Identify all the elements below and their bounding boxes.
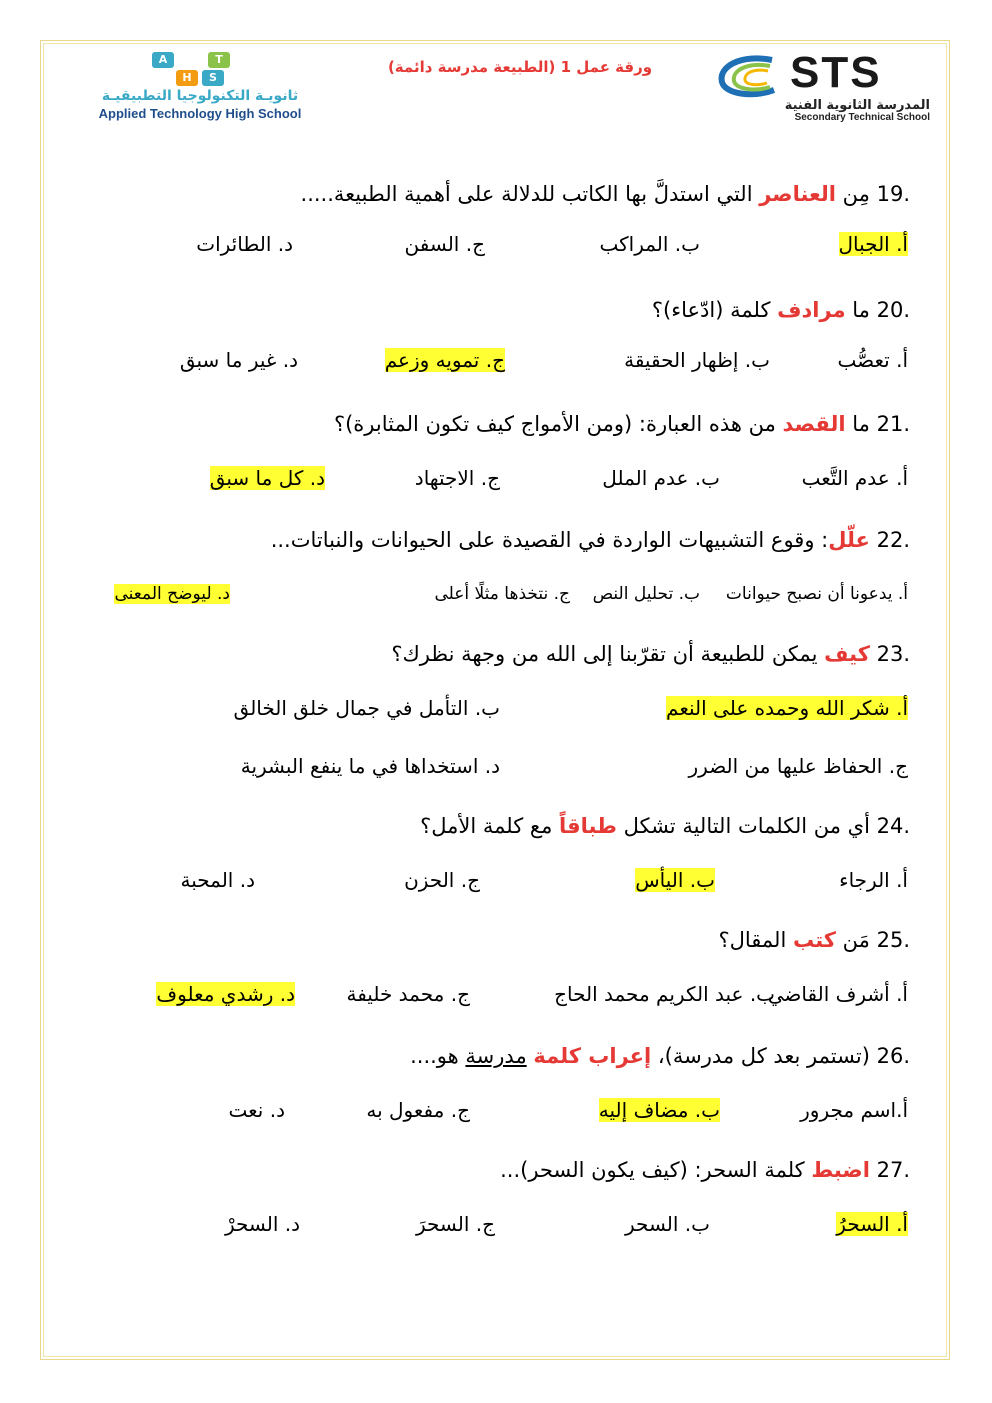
option-d[interactable]: د. رشدي معلوف <box>156 982 295 1006</box>
question-text: ما <box>845 298 870 322</box>
option-b[interactable]: ب. اليأس <box>635 868 715 892</box>
question-23 <box>391 634 910 674</box>
option-b[interactable]: ب. المراكب <box>599 232 700 256</box>
option-d[interactable]: د. الطائرات <box>196 232 293 256</box>
sts-swoosh-icon <box>712 54 792 100</box>
option-c[interactable]: ج. مفعول به <box>366 1098 470 1122</box>
sts-english-name: Secondary Technical School <box>794 112 930 123</box>
sts-wordmark: STS <box>790 48 882 97</box>
option-c[interactable]: ج. محمد خليفة <box>346 982 470 1006</box>
question-24 <box>420 806 910 846</box>
option-c[interactable]: ج. السحرَ <box>415 1212 495 1236</box>
tile-h: H <box>176 70 198 86</box>
option-a[interactable]: أ. يدعونا أن نصبح حيوانات <box>725 584 908 604</box>
sts-arabic-name: المدرسة الثانوية الفنية <box>784 98 930 113</box>
question-25 <box>718 920 910 960</box>
option-a[interactable]: أ. تعصُّب <box>837 348 908 372</box>
question-keyword: طباقاً <box>559 814 617 838</box>
option-a[interactable]: أ. أشرف القاضي <box>767 982 908 1006</box>
aths-logo <box>60 50 350 120</box>
option-d[interactable]: د. استخداها في ما ينفع البشرية <box>240 754 500 778</box>
option-a[interactable]: أ. عدم التَّعب <box>801 466 908 490</box>
question-keyword: مرادف <box>777 298 846 322</box>
question-number: 23. <box>876 642 910 666</box>
question-keyword: اضبط <box>811 1158 870 1182</box>
option-c[interactable]: ج. الحفاظ عليها من الضرر <box>688 754 908 778</box>
question-21 <box>334 404 910 444</box>
option-d[interactable]: د. المحبة <box>180 868 255 892</box>
question-text: التي استدلَّ بها الكاتب للدلالة على أهمية الطبيعة..... <box>300 182 760 206</box>
worksheet-title: ورقة عمل 1 (الطبيعة مدرسة دائمة) <box>387 58 653 76</box>
question-number: 26. <box>876 1044 910 1068</box>
aths-arabic-name: ثانويـة التكنولوجيا التطبيقيـة <box>101 88 299 104</box>
question-20 <box>652 290 910 330</box>
option-c[interactable]: ج. الحزن <box>404 868 480 892</box>
option-a[interactable]: أ. الرجاء <box>839 868 908 892</box>
tile-a: A <box>152 52 174 68</box>
question-text: هو.... <box>410 1044 466 1068</box>
question-text: مع كلمة الأمل؟ <box>420 814 560 838</box>
option-d[interactable]: د. نعت <box>228 1098 285 1122</box>
aths-tiles <box>148 50 258 90</box>
tile-t: T <box>208 52 230 68</box>
question-text: كلمة (ادّعاء)؟ <box>651 298 778 322</box>
question-27 <box>500 1150 910 1190</box>
option-b[interactable]: ب. التأمل في جمال خلق الخالق <box>233 696 500 720</box>
question-22 <box>271 520 910 560</box>
question-number: 22. <box>876 528 910 552</box>
question-number: 27. <box>876 1158 910 1182</box>
question-text: يمكن للطبيعة أن تقرّبنا إلى الله من وجهة نظرك؟ <box>391 642 825 666</box>
option-c[interactable]: ج. الاجتهاد <box>414 466 500 490</box>
option-d[interactable]: د. ليوضح المعنى <box>114 584 230 604</box>
option-c[interactable]: ج. تمويه وزعم <box>384 348 505 372</box>
option-d[interactable]: د. كل ما سبق <box>209 466 325 490</box>
option-c[interactable]: ج. السفن <box>404 232 485 256</box>
option-a[interactable]: أ.اسم مجرور <box>800 1098 908 1122</box>
question-text: مِن <box>835 182 870 206</box>
question-26 <box>410 1036 910 1076</box>
option-b[interactable]: ب. عبد الكريم محمد الحاج <box>554 982 775 1006</box>
sts-logo <box>712 48 932 123</box>
question-keyword: إعراب كلمة <box>533 1044 652 1068</box>
question-number: 21. <box>876 412 910 436</box>
question-number: 19. <box>876 182 910 206</box>
option-a[interactable]: أ. شكر الله وحمده على النعم <box>666 696 908 720</box>
question-text: المقال؟ <box>718 928 793 952</box>
question-text: أي من الكلمات التالية تشكل <box>616 814 870 838</box>
question-text: : وقوع التشبيهات الواردة في القصيدة على الحيوانات والنباتات... <box>270 528 829 552</box>
tile-s: S <box>202 70 224 86</box>
question-19 <box>301 174 910 214</box>
question-keyword: القصد <box>782 412 846 436</box>
question-keyword: العناصر <box>759 182 836 206</box>
option-d[interactable]: د. غير ما سبق <box>179 348 298 372</box>
option-c[interactable]: ج. نتخذها مثلًا أعلى <box>434 584 570 604</box>
question-text: مَن <box>835 928 870 952</box>
option-d[interactable]: د. السحرْ <box>224 1212 300 1236</box>
question-keyword: كيف <box>824 642 870 666</box>
option-b[interactable]: ب. إظهار الحقيقة <box>624 348 770 372</box>
option-a[interactable]: أ. السحرُ <box>836 1212 908 1236</box>
option-b[interactable]: ب. تحليل النص <box>592 584 700 604</box>
question-keyword: علّل <box>828 528 870 552</box>
option-b[interactable]: ب. السحر <box>625 1212 710 1236</box>
aths-english-name: Applied Technology High School <box>98 106 302 121</box>
question-text: ما <box>845 412 870 436</box>
underlined-word: مدرسة <box>465 1044 527 1068</box>
option-b[interactable]: ب. عدم الملل <box>602 466 720 490</box>
question-number: 25. <box>876 928 910 952</box>
question-text: (تستمر بعد كل مدرسة)، <box>651 1044 870 1068</box>
question-text: من هذه العبارة: (ومن الأمواج كيف تكون المثابرة)؟ <box>333 412 783 436</box>
question-keyword: كتب <box>792 928 836 952</box>
question-number: 20. <box>876 298 910 322</box>
option-a[interactable]: أ. الجبال <box>838 232 908 256</box>
question-text: كلمة السحر: (كيف يكون السحر)... <box>500 1158 812 1182</box>
option-b[interactable]: ب. مضاف إليه <box>598 1098 720 1122</box>
question-number: 24. <box>876 814 910 838</box>
